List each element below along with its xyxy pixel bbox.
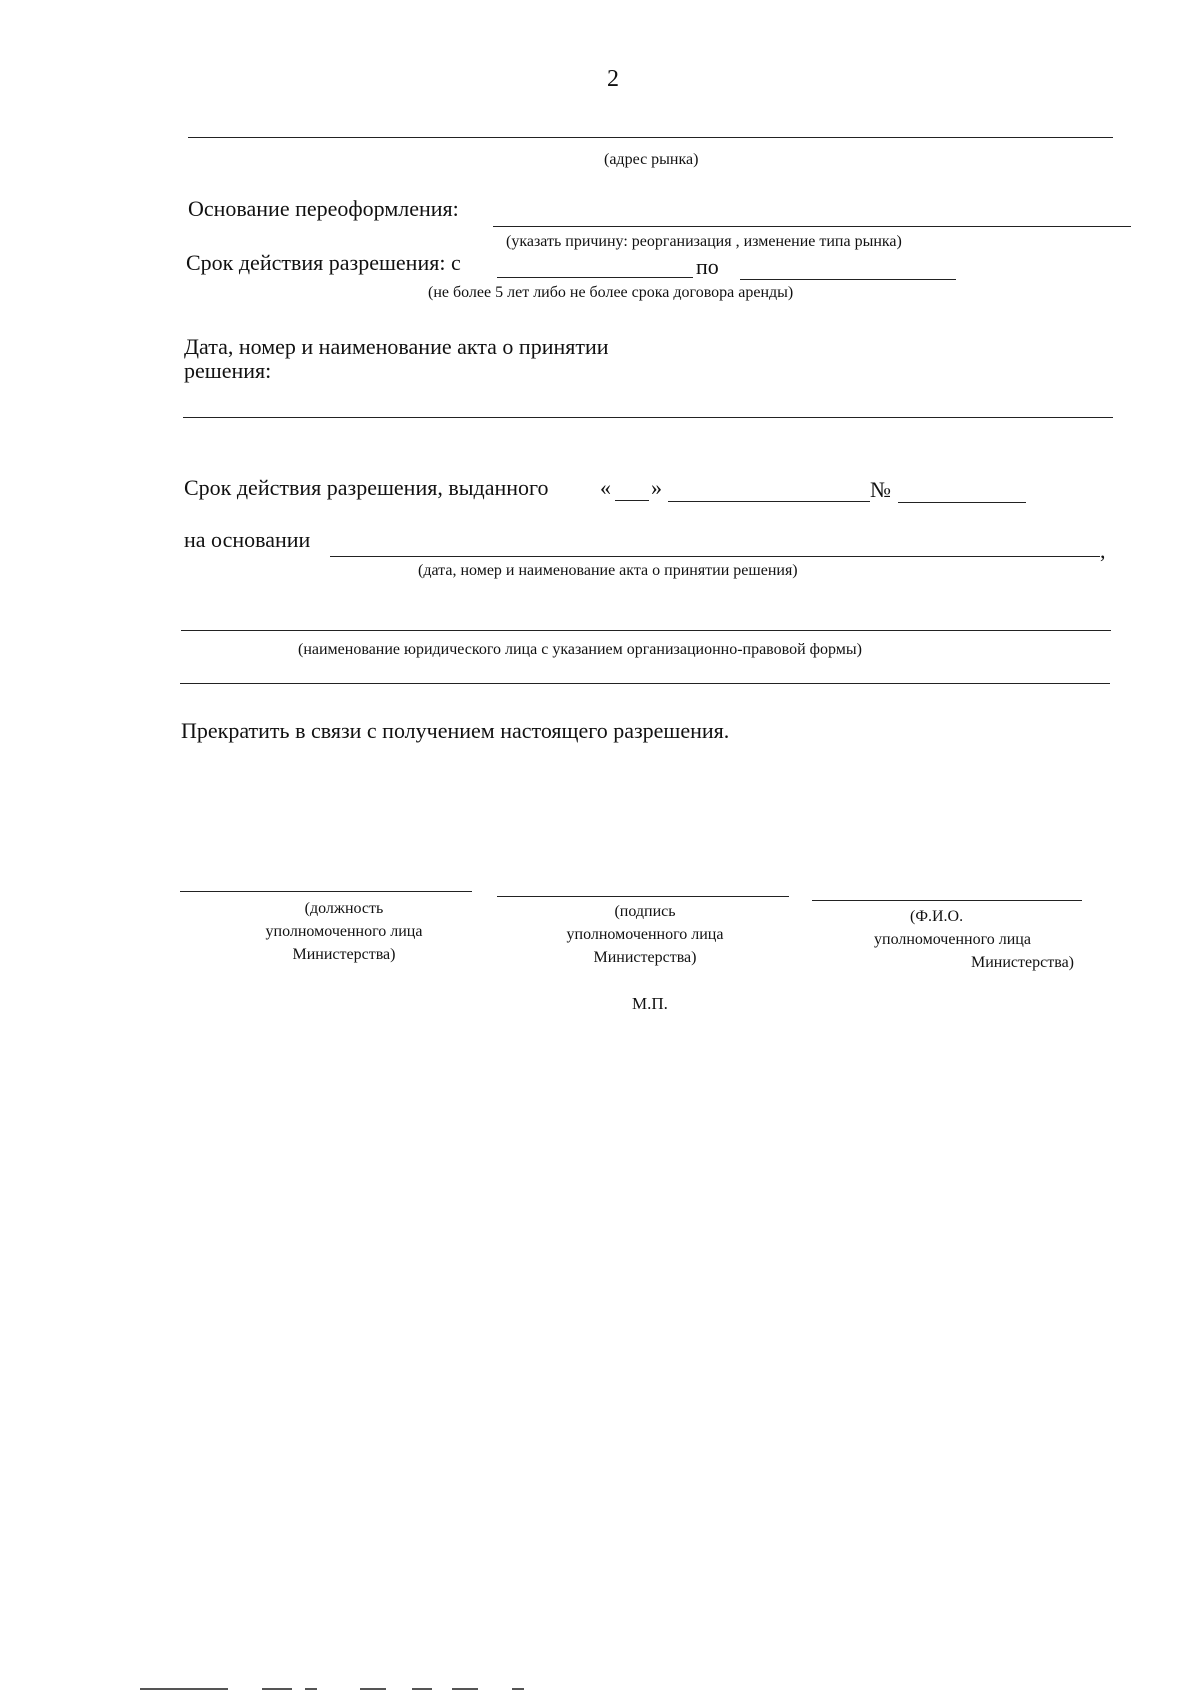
- full-name-caption-line2: уполномоченного лица: [874, 931, 1031, 948]
- reissue-basis-line: [493, 226, 1131, 227]
- market-address-line: [188, 137, 1113, 138]
- permit-term-label: Срок действия разрешения: с: [186, 250, 461, 275]
- scan-artifact: [412, 1688, 432, 1690]
- signature-caption-line3: Министерства): [593, 949, 697, 966]
- stamp-place: М.П.: [632, 994, 668, 1013]
- scan-artifact: [512, 1688, 524, 1690]
- position-caption-line2: уполномоченного лица: [265, 923, 423, 940]
- previous-permit-quote-open: «: [600, 475, 611, 500]
- previous-permit-basis-line: [330, 556, 1100, 557]
- scan-artifact: [140, 1688, 228, 1690]
- signature-caption: [510, 900, 780, 969]
- signature-line: [497, 896, 789, 897]
- permit-term-caption: (не более 5 лет либо не более срока договора аренды): [428, 284, 794, 301]
- full-name-caption: [860, 905, 1100, 974]
- previous-permit-month-year-line: [668, 501, 870, 502]
- termination-text: Прекратить в связи с получением настоящего разрешения.: [181, 718, 730, 743]
- scan-artifact: [305, 1688, 317, 1690]
- decision-act-label-line2: решения:: [184, 358, 272, 383]
- signature-caption-line1: (подпись: [614, 903, 676, 920]
- previous-permit-day-line: [615, 500, 649, 501]
- previous-permit-quote-close: »: [651, 475, 662, 500]
- scan-artifact: [262, 1688, 292, 1690]
- full-name-caption-line3: Министерства): [971, 954, 1074, 971]
- decision-act-label-line1: Дата, номер и наименование акта о принятии: [184, 334, 609, 359]
- previous-permit-number-sign: №: [870, 477, 891, 502]
- legal-entity-line-2: [180, 683, 1110, 684]
- permit-term-to-line: [740, 279, 956, 280]
- legal-entity-caption: (наименование юридического лица с указанием организационно-правовой формы): [298, 641, 862, 658]
- legal-entity-line: [181, 630, 1111, 631]
- previous-permit-basis-comma: ,: [1100, 538, 1106, 563]
- decision-act-line: [183, 417, 1113, 418]
- position-caption: [214, 897, 474, 966]
- position-caption-line1: (должность: [304, 900, 384, 917]
- full-name-caption-line1: (Ф.И.О.: [910, 908, 964, 925]
- signature-caption-line2: уполномоченного лица: [566, 926, 724, 943]
- previous-permit-label: Срок действия разрешения, выданного: [184, 475, 549, 500]
- page-number: 2: [607, 66, 619, 92]
- scan-artifact: [452, 1688, 478, 1690]
- reissue-basis-label: Основание переоформления:: [188, 196, 459, 221]
- position-signature-line: [180, 891, 472, 892]
- permit-term-from-line: [497, 277, 693, 278]
- previous-permit-basis-label: на основании: [184, 527, 311, 552]
- market-address-caption: (адрес рынка): [604, 151, 699, 168]
- full-name-signature-line: [812, 900, 1082, 901]
- scan-artifact: [360, 1688, 386, 1690]
- permit-term-to-label: по: [696, 254, 719, 279]
- previous-permit-basis-caption: (дата, номер и наименование акта о принятии решения): [418, 562, 798, 579]
- position-caption-line3: Министерства): [292, 946, 396, 963]
- reissue-basis-caption: (указать причину: реорганизация , изменение типа рынка): [506, 233, 902, 250]
- previous-permit-number-line: [898, 502, 1026, 503]
